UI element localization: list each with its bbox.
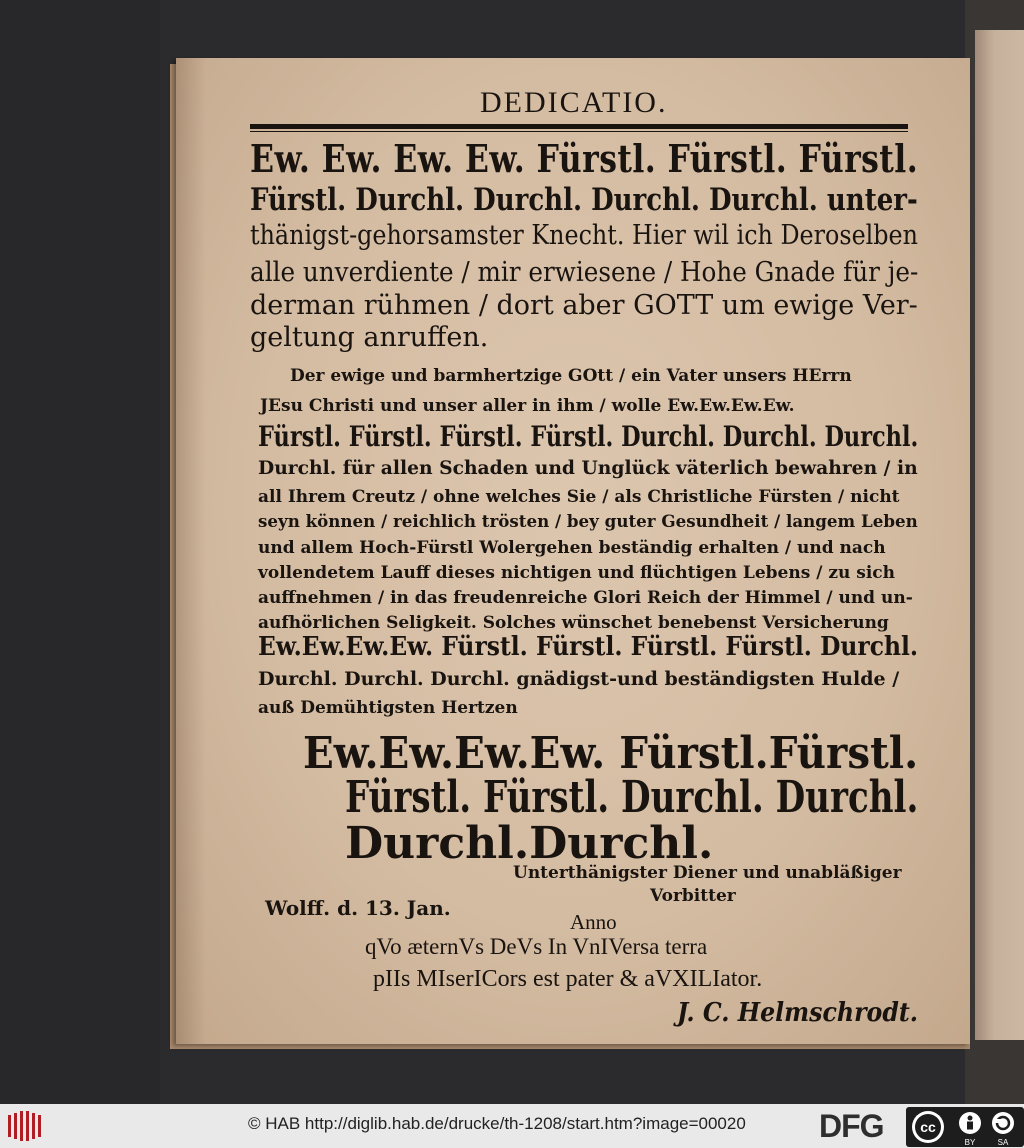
chronogram-line: qVo æternVs DeVs In VnIVersa terra	[365, 934, 708, 959]
license-badge[interactable]	[906, 1107, 1024, 1147]
text-line: alle unverdiente / mir erwiesene / Hohe Gnade für je-	[250, 257, 919, 288]
viewer-background-left	[0, 0, 160, 1104]
anno-label: Anno	[570, 910, 617, 934]
text-line: thänigst-gehorsamster Knecht. Hier wil ich Deroselben	[250, 220, 918, 251]
hab-logo-icon[interactable]	[8, 1111, 44, 1141]
svg-text:cc: cc	[920, 1119, 936, 1135]
paragraph-line: Fürstl. Fürstl. Fürstl. Fürstl. Durchl. Durchl. Durchl.	[258, 420, 919, 453]
paragraph-line: und allem Hoch-Fürstl Wolergehen beständig erhalten / und nach	[258, 538, 886, 558]
page-header: DEDICATIO.	[480, 86, 668, 119]
paragraph-line: auß Demühtigsten Hertzen	[258, 698, 518, 718]
by-label: BY	[964, 1138, 976, 1147]
paragraph-line: Ew.Ew.Ew.Ew. Fürstl. Fürstl. Fürstl. Fürstl. Durchl.	[258, 632, 919, 662]
text-line: Ew. Ew. Ew. Ew. Fürstl. Fürstl. Fürstl.	[250, 136, 919, 181]
dfg-logo[interactable]: DFG	[819, 1108, 884, 1144]
signature-line: Durchl.Durchl.	[345, 818, 714, 869]
paragraph-line: JEsu Christi und unser aller in ihm / wolle Ew.Ew.Ew.Ew.	[260, 396, 795, 416]
page-gutter-shadow	[176, 58, 206, 1044]
header-rule	[250, 124, 908, 129]
servant-line: Unterthänigster Diener und unabläßiger	[513, 863, 902, 883]
place-date: Wolff. d. 13. Jan.	[265, 896, 451, 920]
chronogram-line: pIIs MIserICors est pater & aVXILIator.	[373, 966, 763, 992]
header-rule-thin	[250, 131, 908, 132]
text-line: derman rühmen / dort aber GOTT um ewige Ver-	[250, 290, 918, 321]
by-icon	[959, 1112, 981, 1147]
cc-icon	[912, 1111, 944, 1143]
signature-line: Ew.Ew.Ew.Ew. Fürstl.Fürstl.	[303, 728, 919, 779]
paragraph-line: auffnehmen / in das freudenreiche Glori Reich der Himmel / und un-	[258, 588, 913, 608]
signature-line: Fürstl. Fürstl. Durchl. Durchl.	[345, 772, 919, 823]
paragraph-line: Durchl. für allen Schaden und Unglück väterlich bewahren / in	[258, 457, 918, 479]
paragraph-line: Durchl. Durchl. Durchl. gnädigst-und beständigsten Hulde /	[258, 668, 900, 690]
text-line: geltung anruffen.	[250, 322, 489, 353]
paragraph-line: aufhörlichen Seligkeit. Solches wünschet benebenst Versicherung	[258, 613, 889, 633]
author-signature: J. C. Helmschrodt.	[677, 998, 919, 1028]
paragraph-line: all Ihrem Creutz / ohne welches Sie / als Christliche Fürsten / nicht	[258, 487, 900, 507]
paragraph-line: vollendetem Lauff dieses nichtigen und flüchtigen Lebens / zu sich	[258, 563, 896, 583]
sa-icon	[992, 1112, 1014, 1147]
paragraph-line: seyn können / reichlich trösten / bey guter Gesundheit / langem Leben	[258, 512, 918, 532]
sa-label: SA	[997, 1138, 1009, 1147]
facing-page-edge	[975, 30, 1024, 1040]
copyright-link[interactable]: © HAB http://diglib.hab.de/drucke/th-1208/start.htm?image=00020	[248, 1114, 746, 1133]
paragraph-line: Der ewige und barmhertzige GOtt / ein Vater unsers HErrn	[290, 366, 852, 386]
text-line: Fürstl. Durchl. Durchl. Durchl. Durchl. unter-	[250, 182, 918, 218]
servant-line: Vorbitter	[650, 886, 736, 906]
